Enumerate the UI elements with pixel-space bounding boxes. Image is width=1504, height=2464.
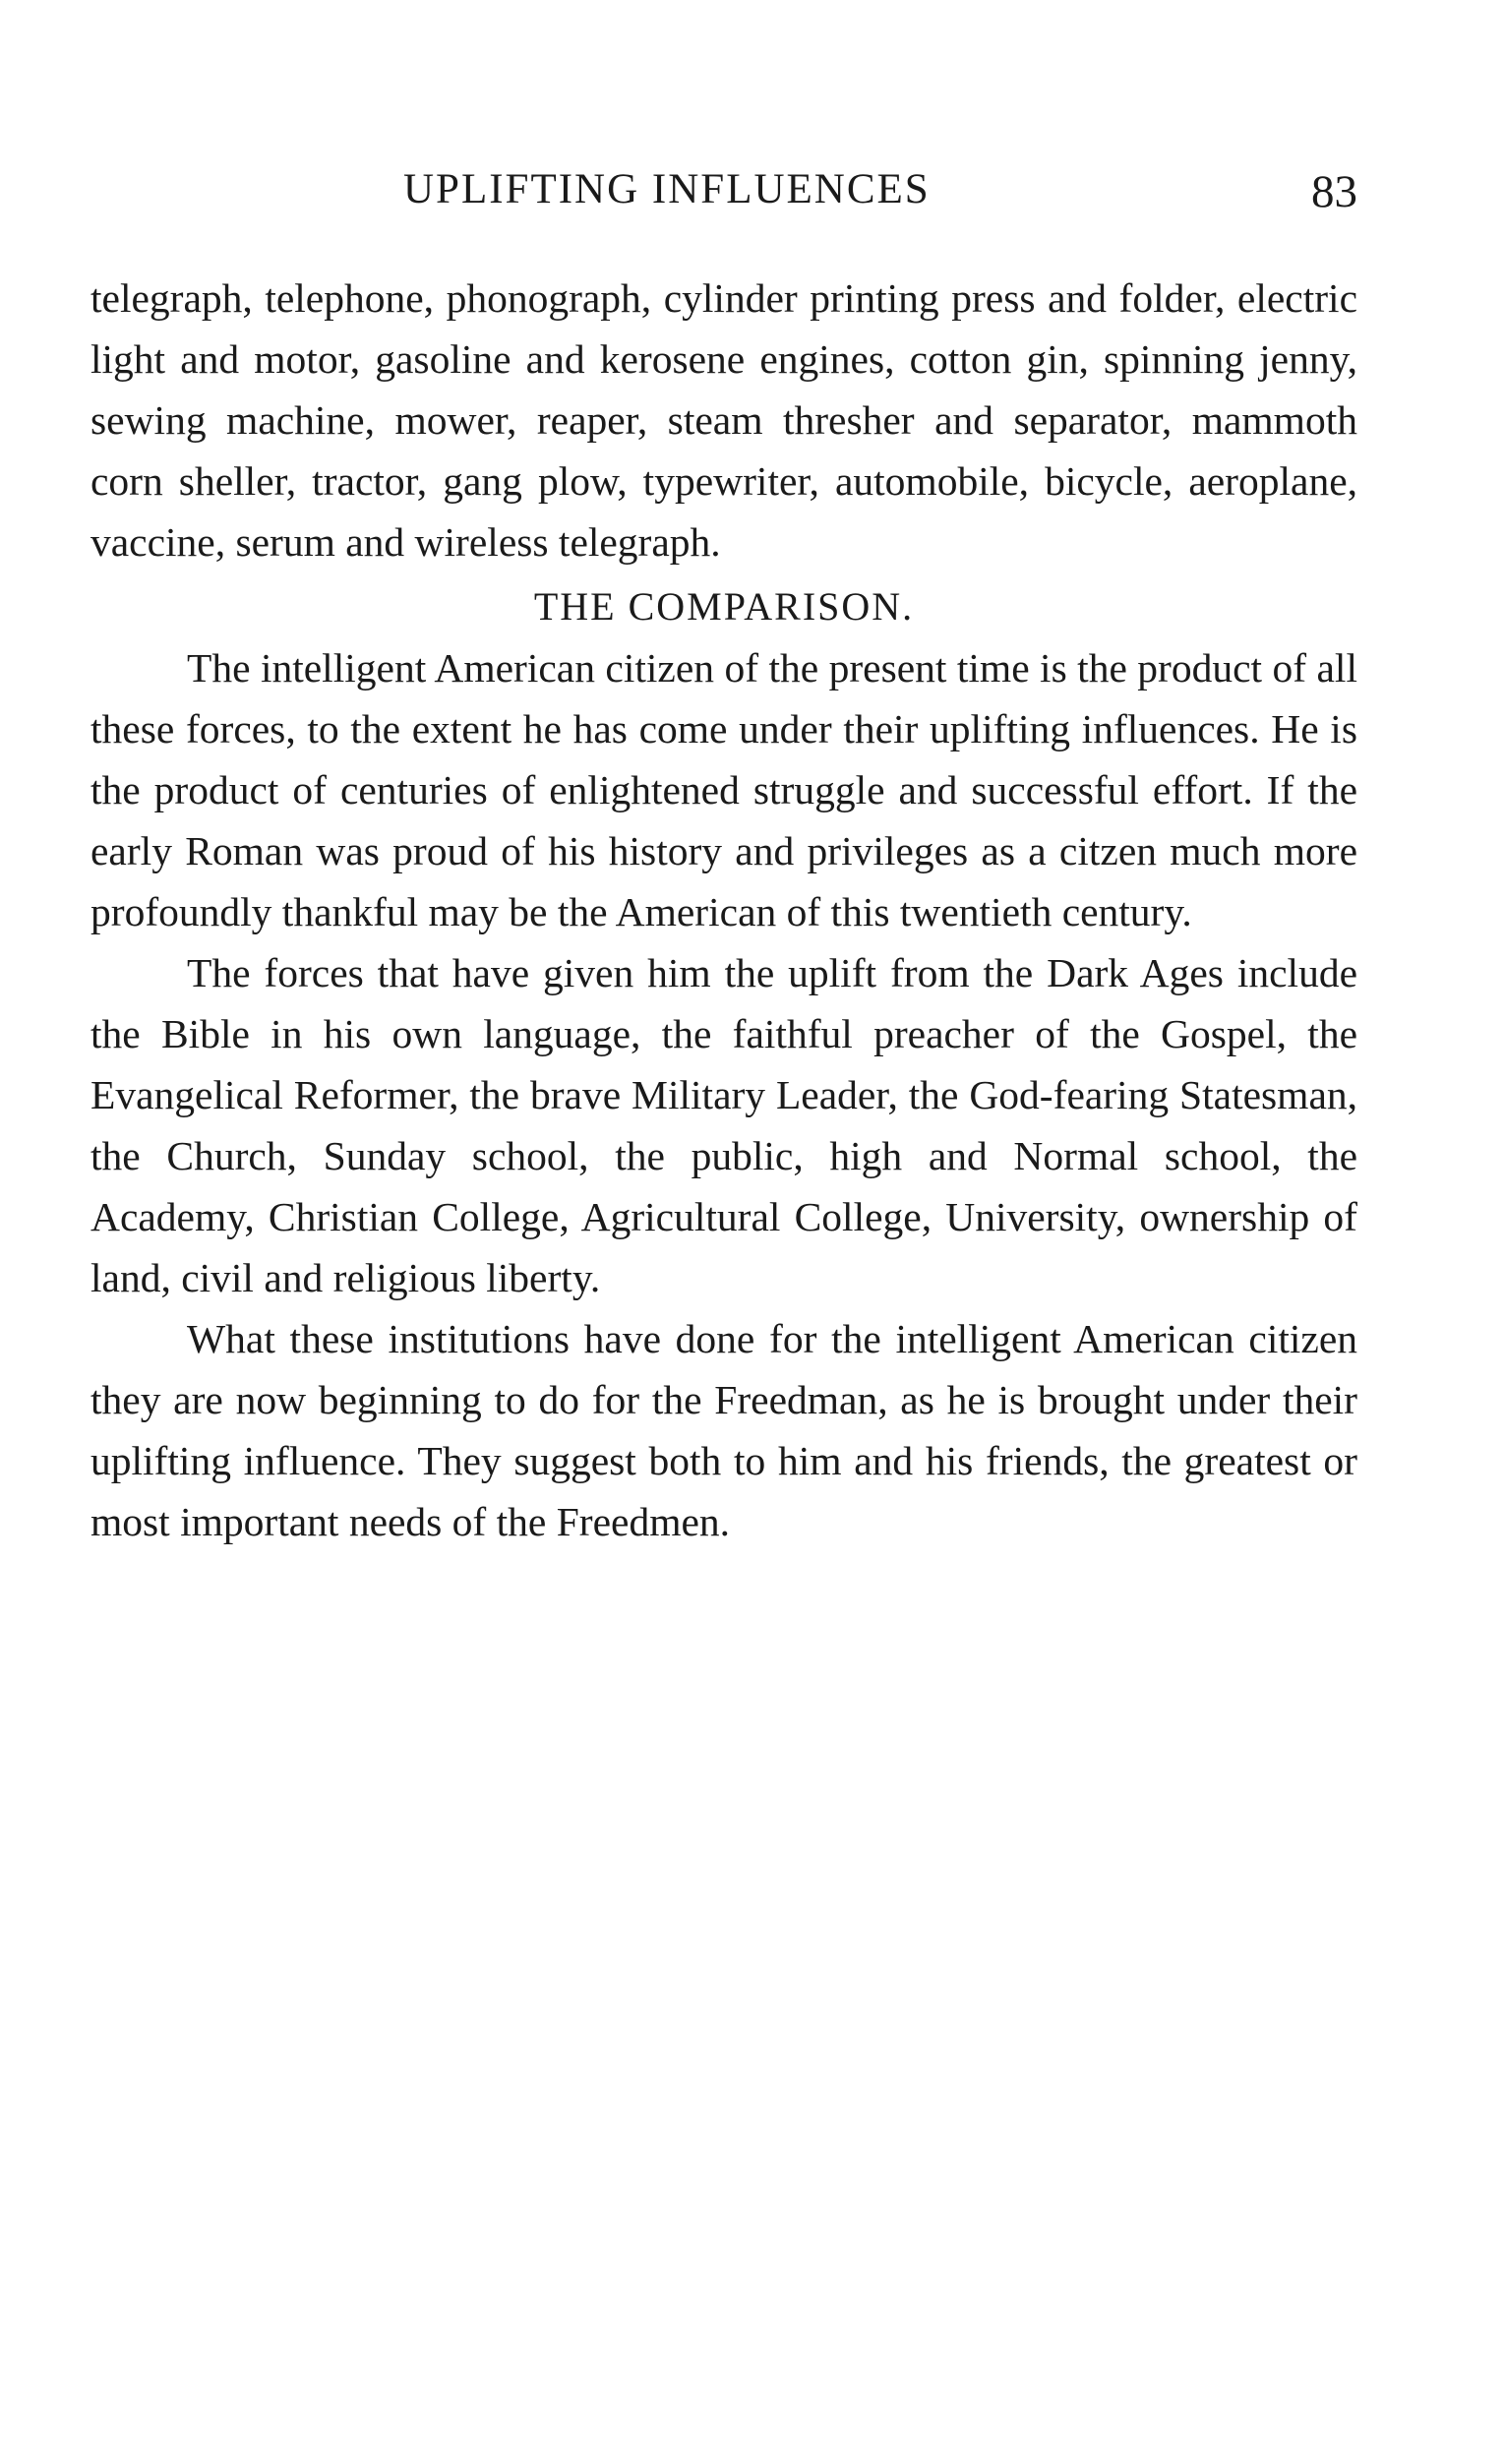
body-text	[90, 268, 1357, 1552]
paragraph: The forces that have given him the uplift from the Dark Ages include the Bible in his own language, the faithful preacher of the Gospel, the Evangelical Reformer, the brave Military Leader, the God-fearing Statesman, the Church, Sunday school, the public, high and Normal school, the Academy, Christian College, Agricultural College, University, ownership of land, civil and religious liberty.	[90, 950, 1357, 1300]
page-header	[89, 165, 1357, 234]
section-heading: THE COMPARISON.	[533, 584, 915, 629]
paragraph: What these institutions have done for the intelligent American citizen they are now beginning to do for the Freedman, as he is brought under their uplifting influence. They suggest both to him and his friends, the greatest or most important needs of the Freedmen.	[90, 1316, 1357, 1544]
continued-paragraph: telegraph, telephone, phonograph, cylinder printing press and folder, electric light and motor, gasoline and kerosene engines, cotton gin, spinning jenny, sewing machine, mower, reaper, steam thresher and separator, mammoth corn sheller, tractor, gang plow, typewriter, automobile, bicycle, aeroplane, vaccine, serum and wireless telegraph.	[90, 275, 1357, 565]
page-number: 83	[1311, 166, 1357, 217]
running-head: UPLIFTING INFLUENCES	[403, 166, 931, 212]
paragraph: The intelligent American citizen of the present time is the product of all these forces, to the extent he has come under their uplifting influences. He is the product of centuries of enlightened struggle and successful effort. If the early Roman was proud of his history and privileges as a citzen much more profoundly thankful may be the American of this twentieth century.	[90, 645, 1357, 934]
